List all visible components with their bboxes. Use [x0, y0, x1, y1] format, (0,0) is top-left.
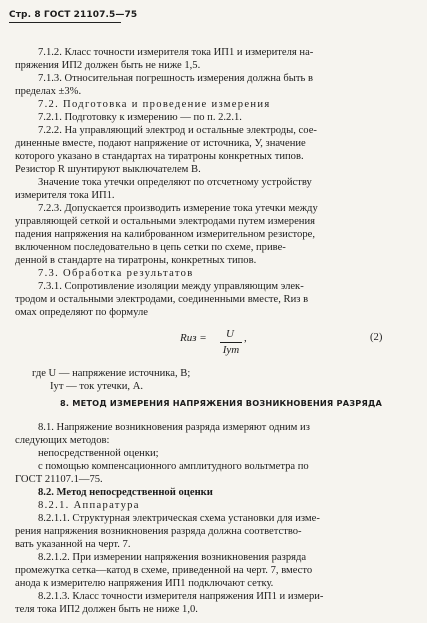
text-line: диненные вместе, подают напряжение от источника, У, значение: [15, 138, 306, 149]
text-line: Значение тока утечки определяют по отсчетному устройству: [38, 177, 312, 188]
text-line: 7.3.1. Сопротивление изоляции между управляющим элек-: [38, 281, 304, 292]
formula-tail: ,: [244, 332, 247, 344]
text-line: теля тока ИП2 должен быть не ниже 1,0.: [15, 604, 198, 615]
text-line: следующих методов:: [15, 435, 110, 446]
formula-numerator: U: [226, 328, 234, 340]
fraction-bar: [220, 342, 242, 343]
text-line: 8.2.1.1. Структурная электрическая схема установки для изме-: [38, 513, 320, 524]
text-line: 7.1.2. Класс точности измерителя тока ИП1 и измерителя на-: [38, 47, 314, 58]
formula-lhs: Rиз =: [180, 332, 207, 344]
equation-number: (2): [370, 332, 383, 343]
text-line: с помощью компенсационного амплитудного вольтметра по: [38, 461, 309, 472]
formula-denominator: Iут: [222, 344, 240, 356]
text-line: 7.2.2. На управляющий электрод и остальные электроды, сое-: [38, 125, 317, 136]
text-line: тродом и остальными электродами, соединенными вместе, Rиз в: [15, 294, 309, 305]
section-subheading: 7.3. Обработка результатов: [38, 268, 194, 279]
text-line: 7.2.3. Допускается производить измерение тока утечки между: [38, 203, 318, 214]
text-line: рения напряжения возникновения разряда должна соответство-: [15, 526, 302, 537]
text-line: управляющей сеткой и остальными электродами путем измерения: [15, 216, 316, 227]
text-line: измерителя тока ИП1.: [15, 190, 115, 201]
text-line: 8.2. Метод непосредственной оценки: [38, 487, 213, 498]
text-line: пряжения ИП2 должен быть не ниже 1,5.: [15, 60, 201, 71]
section-heading: 8. МЕТОД ИЗМЕРЕНИЯ НАПРЯЖЕНИЯ ВОЗНИКНОВЕНИЯ РАЗРЯДА: [60, 398, 382, 408]
text-line: 8.2.1.3. Класс точности измерителя напряжения ИП1 и измери-: [38, 591, 324, 602]
text-line: Iут — ток утечки, А.: [50, 381, 144, 392]
text-line: где U — напряжение источника, В;: [32, 368, 191, 379]
text-line: пределах ±3%.: [15, 86, 82, 97]
header-rule: [9, 22, 121, 23]
text-line: включенном последовательно в цепь сетки по схеме, приве-: [15, 242, 286, 253]
text-line: анода к измерителю напряжения ИП1 подключают сетку.: [15, 578, 274, 589]
text-line: непосредственной оценки;: [38, 448, 159, 459]
text-line: омах определяют по формуле: [15, 307, 148, 318]
text-line: которого указано в стандартах на тиратроны конкретных типов.: [15, 151, 304, 162]
text-line: денной в стандарте на тиратроны, конкретных типов.: [15, 255, 257, 266]
text-line: промежутка сетка—катод в схеме, приведенной на черт. 7, вместо: [15, 565, 313, 576]
section-subheading: 7.2. Подготовка и проведение измерения: [38, 99, 271, 110]
formula: [180, 328, 247, 356]
text-line: падения напряжения на калиброванном измерительном резисторе,: [15, 229, 315, 240]
page-header: Стр. 8 ГОСТ 21107.5—75: [9, 10, 138, 20]
text-line: 8.1. Напряжение возникновения разряда измеряют одним из: [38, 422, 310, 433]
text-line: 8.2.1.2. При измерении напряжения возникновения разряда: [38, 552, 307, 563]
text-line: Резистор R шунтируют выключателем В.: [15, 164, 201, 175]
text-line: вать указанной на черт. 7.: [15, 539, 131, 550]
text-line: 7.2.1. Подготовку к измерению — по п. 2.2.1.: [38, 112, 242, 123]
text-line: ГОСТ 21107.1—75.: [15, 474, 103, 485]
text-line: 7.1.3. Относительная погрешность измерения должна быть в: [38, 73, 313, 84]
section-subheading: 8.2.1. Аппаратура: [38, 500, 140, 511]
